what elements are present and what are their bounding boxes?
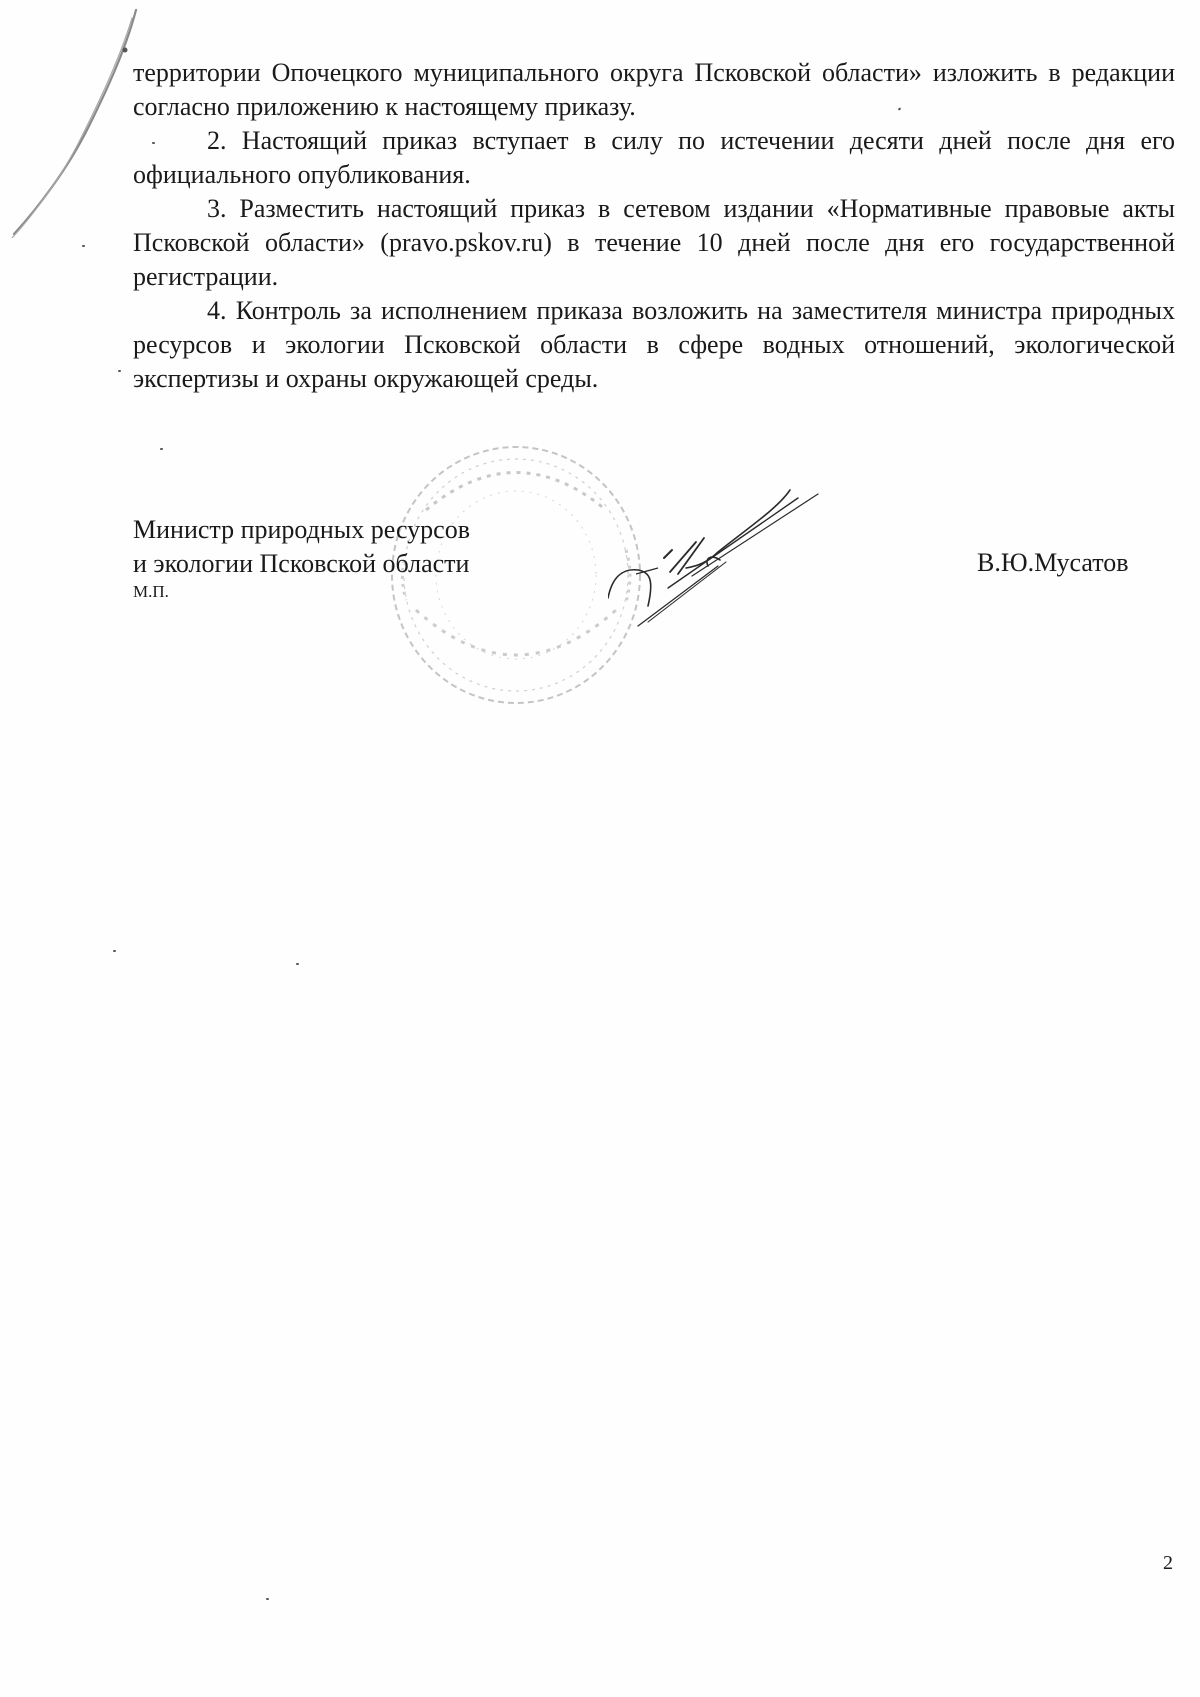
page-number: 2 [1163,1552,1173,1574]
document-body [133,56,1175,396]
signatory-name: В.Ю.Мусатов [977,548,1129,577]
signatory-position [133,513,470,603]
position-line-1: Министр природных ресурсов [133,515,470,544]
scan-speck [82,245,85,247]
paragraph-3: 3. Разместить настоящий приказ в сетевом издании «Нормативные правовые акты Псковской области» (pravo.pskov.ru) в течение 10 дней после дня его государственной регистрации. [133,194,1175,291]
paragraph-4: 4. Контроль за исполнением приказа возложить на заместителя министра природных ресурсов и экологии Псковской области в сфере водных отношений, экологической экспертизы и охраны окружающей среды. [133,296,1175,393]
paragraph-2: 2. Настоящий приказ вступает в силу по истечении десяти дней после дня его официального опубликования. [133,126,1175,189]
scan-speck [160,448,163,450]
scan-speck [266,1598,269,1600]
position-line-2: и экологии Псковской области [133,549,470,578]
handwritten-signature-icon [608,488,873,628]
pencil-margin-mark-icon [8,8,148,238]
scan-speck [113,950,116,952]
paragraph-continuation: территории Опочецкого муниципального округа Псковской области» изложить в редакции согласно приложению к настоящему приказу. [133,58,1175,121]
scan-speck [118,370,121,372]
scan-speck [296,963,299,965]
seal-place-mark: М.П. [133,582,169,601]
